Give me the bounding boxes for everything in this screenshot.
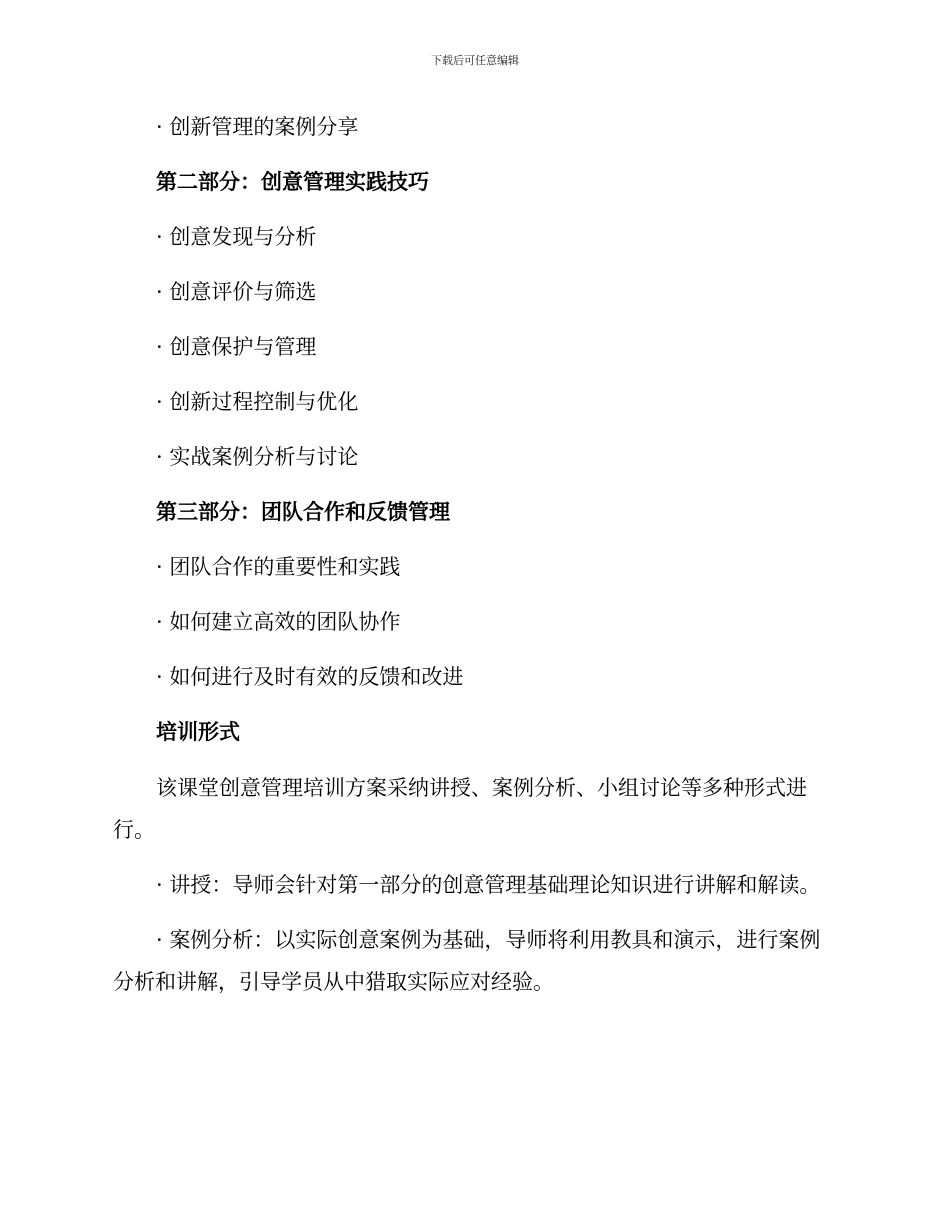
page-header: 下载后可任意编辑 [431, 54, 519, 67]
section-heading: 第二部分：创意管理实践技巧 [156, 170, 429, 194]
paragraph: · 案例分析：以实际创意案例为基础，导师将利用教具和演示，进行案例分析和讲解，引导学员从中猎取实际应对经验。 [113, 928, 821, 994]
list-item: · 创意保护与管理 [156, 335, 317, 359]
document-body [113, 107, 835, 1016]
paragraph: 该课堂创意管理培训方案采纳讲授、案例分析、小组讨论等多种形式进行。 [113, 776, 807, 842]
list-item: · 创新过程控制与优化 [156, 390, 359, 414]
paragraph: · 讲授：导师会针对第一部分的创意管理基础理论知识进行讲解和解读。 [156, 873, 821, 897]
list-item: · 创新管理的案例分享 [156, 115, 359, 139]
list-item: · 团队合作的重要性和实践 [156, 555, 401, 579]
section-heading: 第三部分：团队合作和反馈管理 [156, 500, 450, 524]
list-item: · 创意评价与筛选 [156, 280, 317, 304]
list-item: · 实战案例分析与讨论 [156, 445, 359, 469]
list-item: · 创意发现与分析 [156, 225, 317, 249]
list-item: · 如何建立高效的团队协作 [156, 610, 401, 634]
section-heading: 培训形式 [156, 720, 240, 744]
list-item: · 如何进行及时有效的反馈和改进 [156, 665, 464, 689]
